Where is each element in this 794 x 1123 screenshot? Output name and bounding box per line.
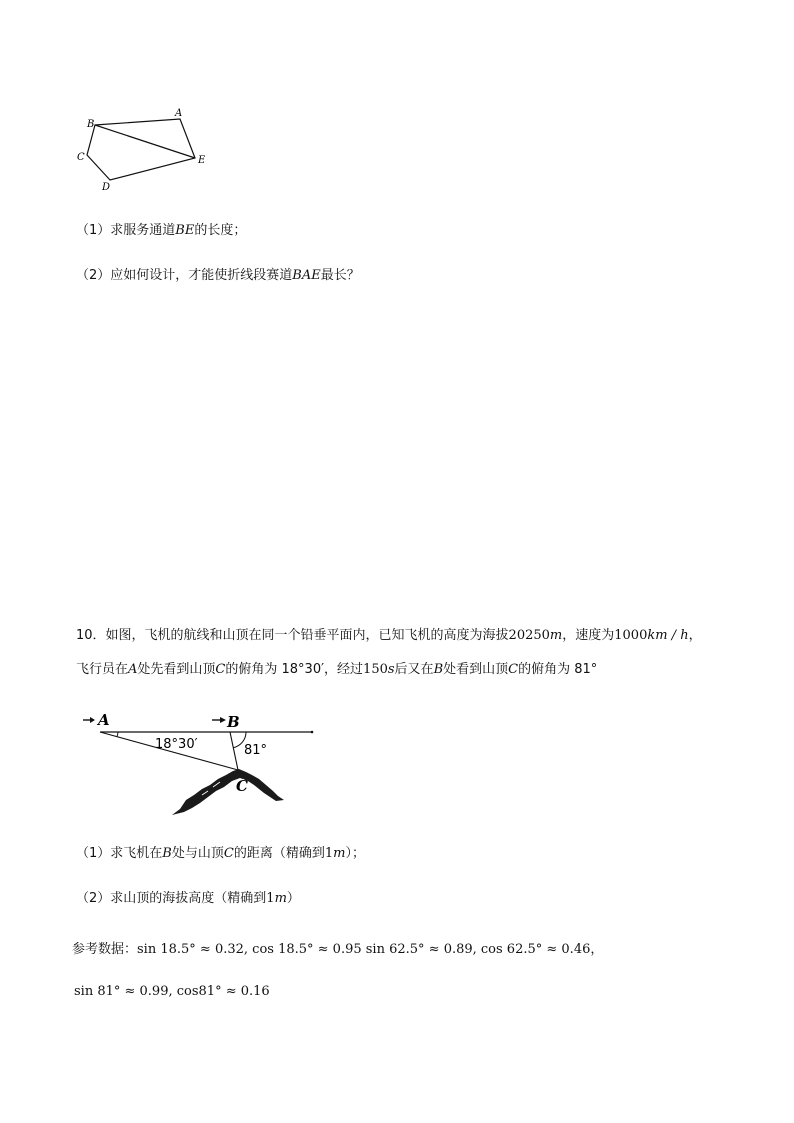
q10-stem-line1: 10．如图，飞机的航线和山顶在同一个铅垂平面内，已知飞机的高度为海拔20250m，速度为1000km / h， [76,628,702,643]
pentagon-figure [70,100,230,200]
flight-path-end-dot [311,731,314,734]
label-b: B [87,119,95,130]
label-point-a: A [98,711,110,729]
q10-part1: （1）求飞机在B处与山顶C的距离（精确到1m）； [76,846,365,861]
q10-part2: （2）求山顶的海拔高度（精确到1m） [76,891,300,906]
mountain-silhouette [172,769,284,815]
q10-stem-line2: 飞行员在A处先看到山顶C的俯角为 18°30′，经过150s后又在B处看到山顶C的俯角为 81° [76,662,598,677]
label-point-b: B [227,713,240,731]
plane-a-arrow-icon [83,717,95,723]
label-c: C [77,152,85,163]
angle-arc-a [117,732,118,737]
service-road-be [95,125,195,158]
label-d: D [102,182,111,193]
label-e: E [198,155,206,166]
sight-line-bc [230,732,238,770]
angle-label-b: 81° [244,743,268,758]
angle-label-a: 18°30′ [155,737,198,752]
plane-b-arrow-icon [212,717,226,723]
q9-part1: （1）求服务通道BE的长度； [76,223,247,238]
label-a: A [175,108,183,119]
flight-mountain-figure [80,705,330,825]
reference-data-line2: sin 81° ≈ 0.99, cos81° ≈ 0.16 [74,984,270,999]
label-point-c: C [236,777,248,795]
q9-part2: （2）应如何设计，才能使折线段赛道BAE最长？ [76,268,360,283]
reference-data-line1: 参考数据：sin 18.5° ≈ 0.32, cos 18.5° ≈ 0.95 sin 62.5° ≈ 0.89, cos 62.5° ≈ 0.46， [72,942,604,957]
